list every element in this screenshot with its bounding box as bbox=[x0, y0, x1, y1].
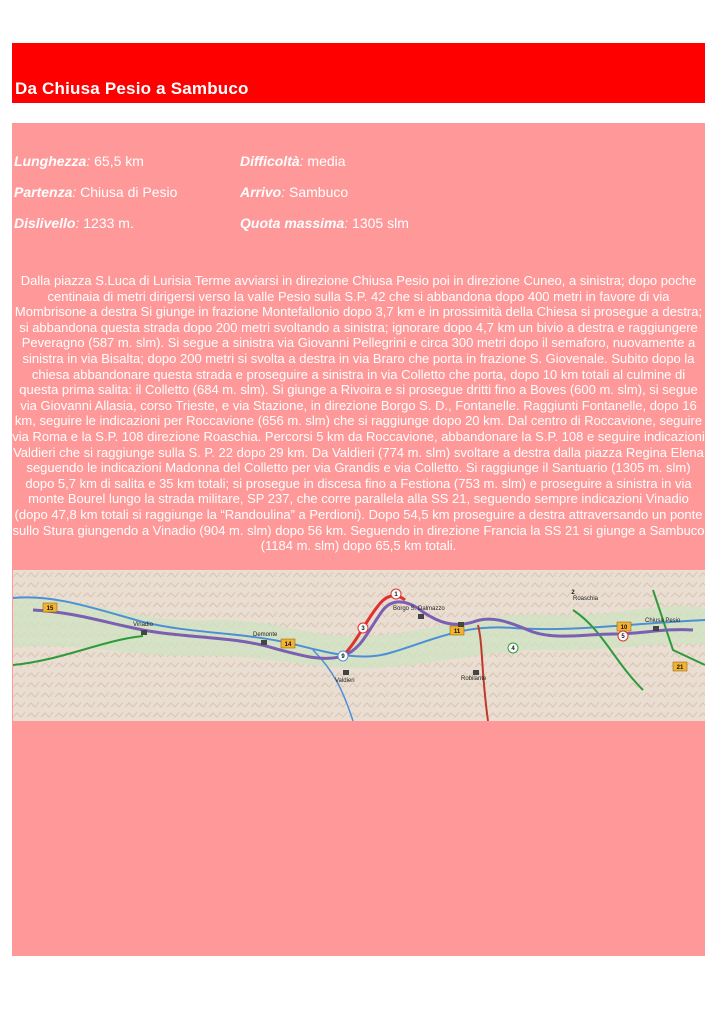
elevation-label: Dislivello bbox=[14, 215, 76, 231]
map-road-number: 11 bbox=[453, 629, 461, 635]
difficulty-label: Difficoltà bbox=[240, 153, 300, 169]
map-place-label: Valdieri bbox=[335, 678, 355, 684]
max-altitude-value: 1305 slm bbox=[352, 215, 409, 231]
max-altitude-row: Quota massima: 1305 slm bbox=[240, 215, 409, 231]
length-row: Lunghezza: 65,5 km bbox=[14, 153, 144, 169]
arrival-label: Arrivo bbox=[240, 184, 282, 200]
map-road-number: 1 bbox=[394, 592, 398, 598]
elevation-value: 1233 m. bbox=[83, 215, 134, 231]
map-place-label: Borgo S. Dalmazzo bbox=[393, 606, 445, 612]
map-road-number: 4 bbox=[511, 646, 515, 652]
difficulty-row: Difficoltà: media bbox=[240, 153, 346, 169]
map-road-number: 3 bbox=[361, 626, 365, 632]
map-road-number: 5 bbox=[621, 634, 625, 640]
map-road-number: 9 bbox=[341, 654, 345, 660]
map-road-number: 2 bbox=[571, 590, 575, 596]
route-panel bbox=[12, 123, 705, 956]
difficulty-value: media bbox=[307, 153, 346, 169]
elevation-row: Dislivello: 1233 m. bbox=[14, 215, 134, 231]
start-row: Partenza: Chiusa di Pesio bbox=[14, 184, 178, 200]
map-place-label: Vinadio bbox=[133, 622, 153, 628]
arrival-row: Arrivo: Sambuco bbox=[240, 184, 349, 200]
arrival-value: Sambuco bbox=[289, 184, 349, 200]
route-map bbox=[13, 570, 705, 721]
title-bar bbox=[12, 43, 705, 103]
map-place-label: Demonte bbox=[253, 632, 278, 638]
max-altitude-label: Quota massima bbox=[240, 215, 345, 231]
map-road-number: 10 bbox=[620, 625, 628, 631]
length-value: 65,5 km bbox=[94, 153, 144, 169]
map-place-label: Roaschia bbox=[573, 596, 599, 602]
length-label: Lunghezza bbox=[14, 153, 87, 169]
start-value: Chiusa di Pesio bbox=[80, 184, 178, 200]
map-road-number: 15 bbox=[46, 606, 54, 612]
map-road-number: 14 bbox=[284, 642, 292, 648]
map-place-label: Robilante bbox=[461, 676, 487, 682]
map-road-number: 21 bbox=[676, 665, 684, 671]
page-title: Da Chiusa Pesio a Sambuco bbox=[15, 79, 249, 98]
start-label: Partenza bbox=[14, 184, 73, 200]
route-description: Dalla piazza S.Luca di Lurisia Terme avviarsi in direzione Chiusa Pesio poi in direzione Cuneo, a sinistra; dopo poche centinaia di metri dirigersi verso la valle Pesio sulla S.P. 42 che si abbandona dopo 400 metri in favore di via Mombrisone a destra Si giunge in frazione Montefallonio dopo 3,7 km e in prossimità della Chiesa si prosegue a destra; si abbandona questa strada dopo 200 metri svoltando a sinistra; ignorare dopo 4,7 km un bivio a destra e raggiungere Peveragno (587 m. slm). Si segue a sinistra via Giovanni Pellegrini e circa 300 metri dopo il semaforo, nuovamente a sinistra in via Bisalta; dopo 200 metri si svolta a destra in via Braro che porta in frazione S. Giovenale. Subito dopo la chiesa abbandonare questa strada e proseguire a sinistra in via Colletto che porta, dopo 10 km totali al culmine di questa prima salita: il Colletto (684 m. slm). Si giunge a Rivoira e si prosegue dritti fino a Boves (600 m. slm), si segue via Giovanni Allasia, corso Trieste, e via Stazione, in direzione Borgo S. D., Fontanelle. Raggiunti Fontanelle, dopo 16 km, seguire le indicazioni per Roccavione (656 m. slm) che si raggiunge dopo 20 km. Dal centro di Roccavione, seguire via Roma e la S.P. 108 direzione Roaschia. Percorsi 5 km da Roccavione, abbandonare la S.P. 108 e seguire indicazioni Valdieri che si raggiunge sulla S. P. 22 dopo 29 km. Da Valdieri (774 m. slm) svoltare a destra dalla piazza Regina Elena seguendo le indicazioni Madonna del Colletto per via Grandis e via Colletto. Si raggiunge il Santuario (1305 m. slm) dopo 5,7 km di salita e 35 km totali; si prosegue in discesa fino a Festiona (753 m. slm) e proseguire a sinistra in via monte Bourel lungo la strada militare, SP 237, che corre parallela alla SS 21, seguendo sempre indicazioni Vinadio (dopo 47,8 km totali si raggiunge la “Randoulina” a Perdioni). Dopo 54,5 km proseguire a destra attraversando un ponte sullo Stura giungendo a Vinadio (904 m. slm) dopo 56 km. Seguendo in direzione Francia la SS 21 si giunge a Sambuco (1184 m. slm) dopo 65,5 km totali. bbox=[12, 273, 705, 554]
map-place-label: Chiusa Pesio bbox=[645, 618, 681, 624]
